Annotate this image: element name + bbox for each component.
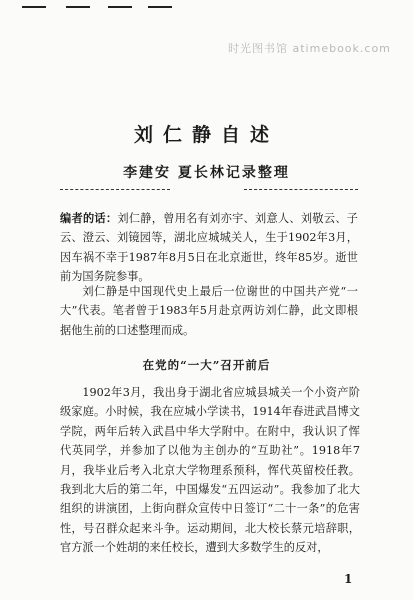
header-rule-2 (66, 6, 90, 8)
editor-note-lead: 编者的话： (60, 211, 118, 225)
header-rule-1 (22, 6, 46, 8)
watermark: 时光图书馆 atimebook.com (228, 42, 391, 55)
header-rule-3 (108, 6, 132, 8)
divider-right (244, 189, 358, 190)
page-number: 1 (344, 572, 353, 586)
editor-note (60, 209, 358, 287)
editor-note-text: 刘仁静，曾用名有刘亦宇、刘意人、刘敬云、子云、澄云、刘镜园等，湖北应城城关人，生于1902年3月，因车祸不幸于1987年8月5日在北京逝世，终年85岁。逝世前为国务院参事。 (60, 212, 358, 284)
section-title: 在党的“一大”召开前后 (142, 358, 271, 372)
page-subtitle: 李建安 夏长林记录整理 (123, 165, 290, 181)
page-title: 刘仁静自述 (133, 124, 279, 146)
note-paragraph: 刘仁静是中国现代史上最后一位谢世的中国共产党“一大”代表。笔者曾于1983年5月赴京两访刘仁静，此文即根据他生前的口述整理而成。 (60, 285, 358, 337)
divider-left (60, 189, 170, 190)
header-rule-4 (148, 6, 172, 8)
body-paragraph: 1902年3月，我出身于湖北省应城县城关一个小资产阶级家庭。小时候，我在应城小学读书，1914年春进武昌博文学院，两年后转入武昌中华大学附中。在附中，我认识了恽代英同学，并参加了以他为主创办的“互助社”。1918年7月，我毕业后考入北京大学物理系预科，恽代英留校任教。我到北大后的第二年，中国爆发“五四运动”。我参加了北大组织的讲演团，上街向群众宣传中日签订“二十一条”的危害性，号召群众起来斗争。运动期间，北大校长蔡元培辞职，官方派一个姓胡的来任校长，遭到大多数学生的反对， (60, 386, 360, 555)
